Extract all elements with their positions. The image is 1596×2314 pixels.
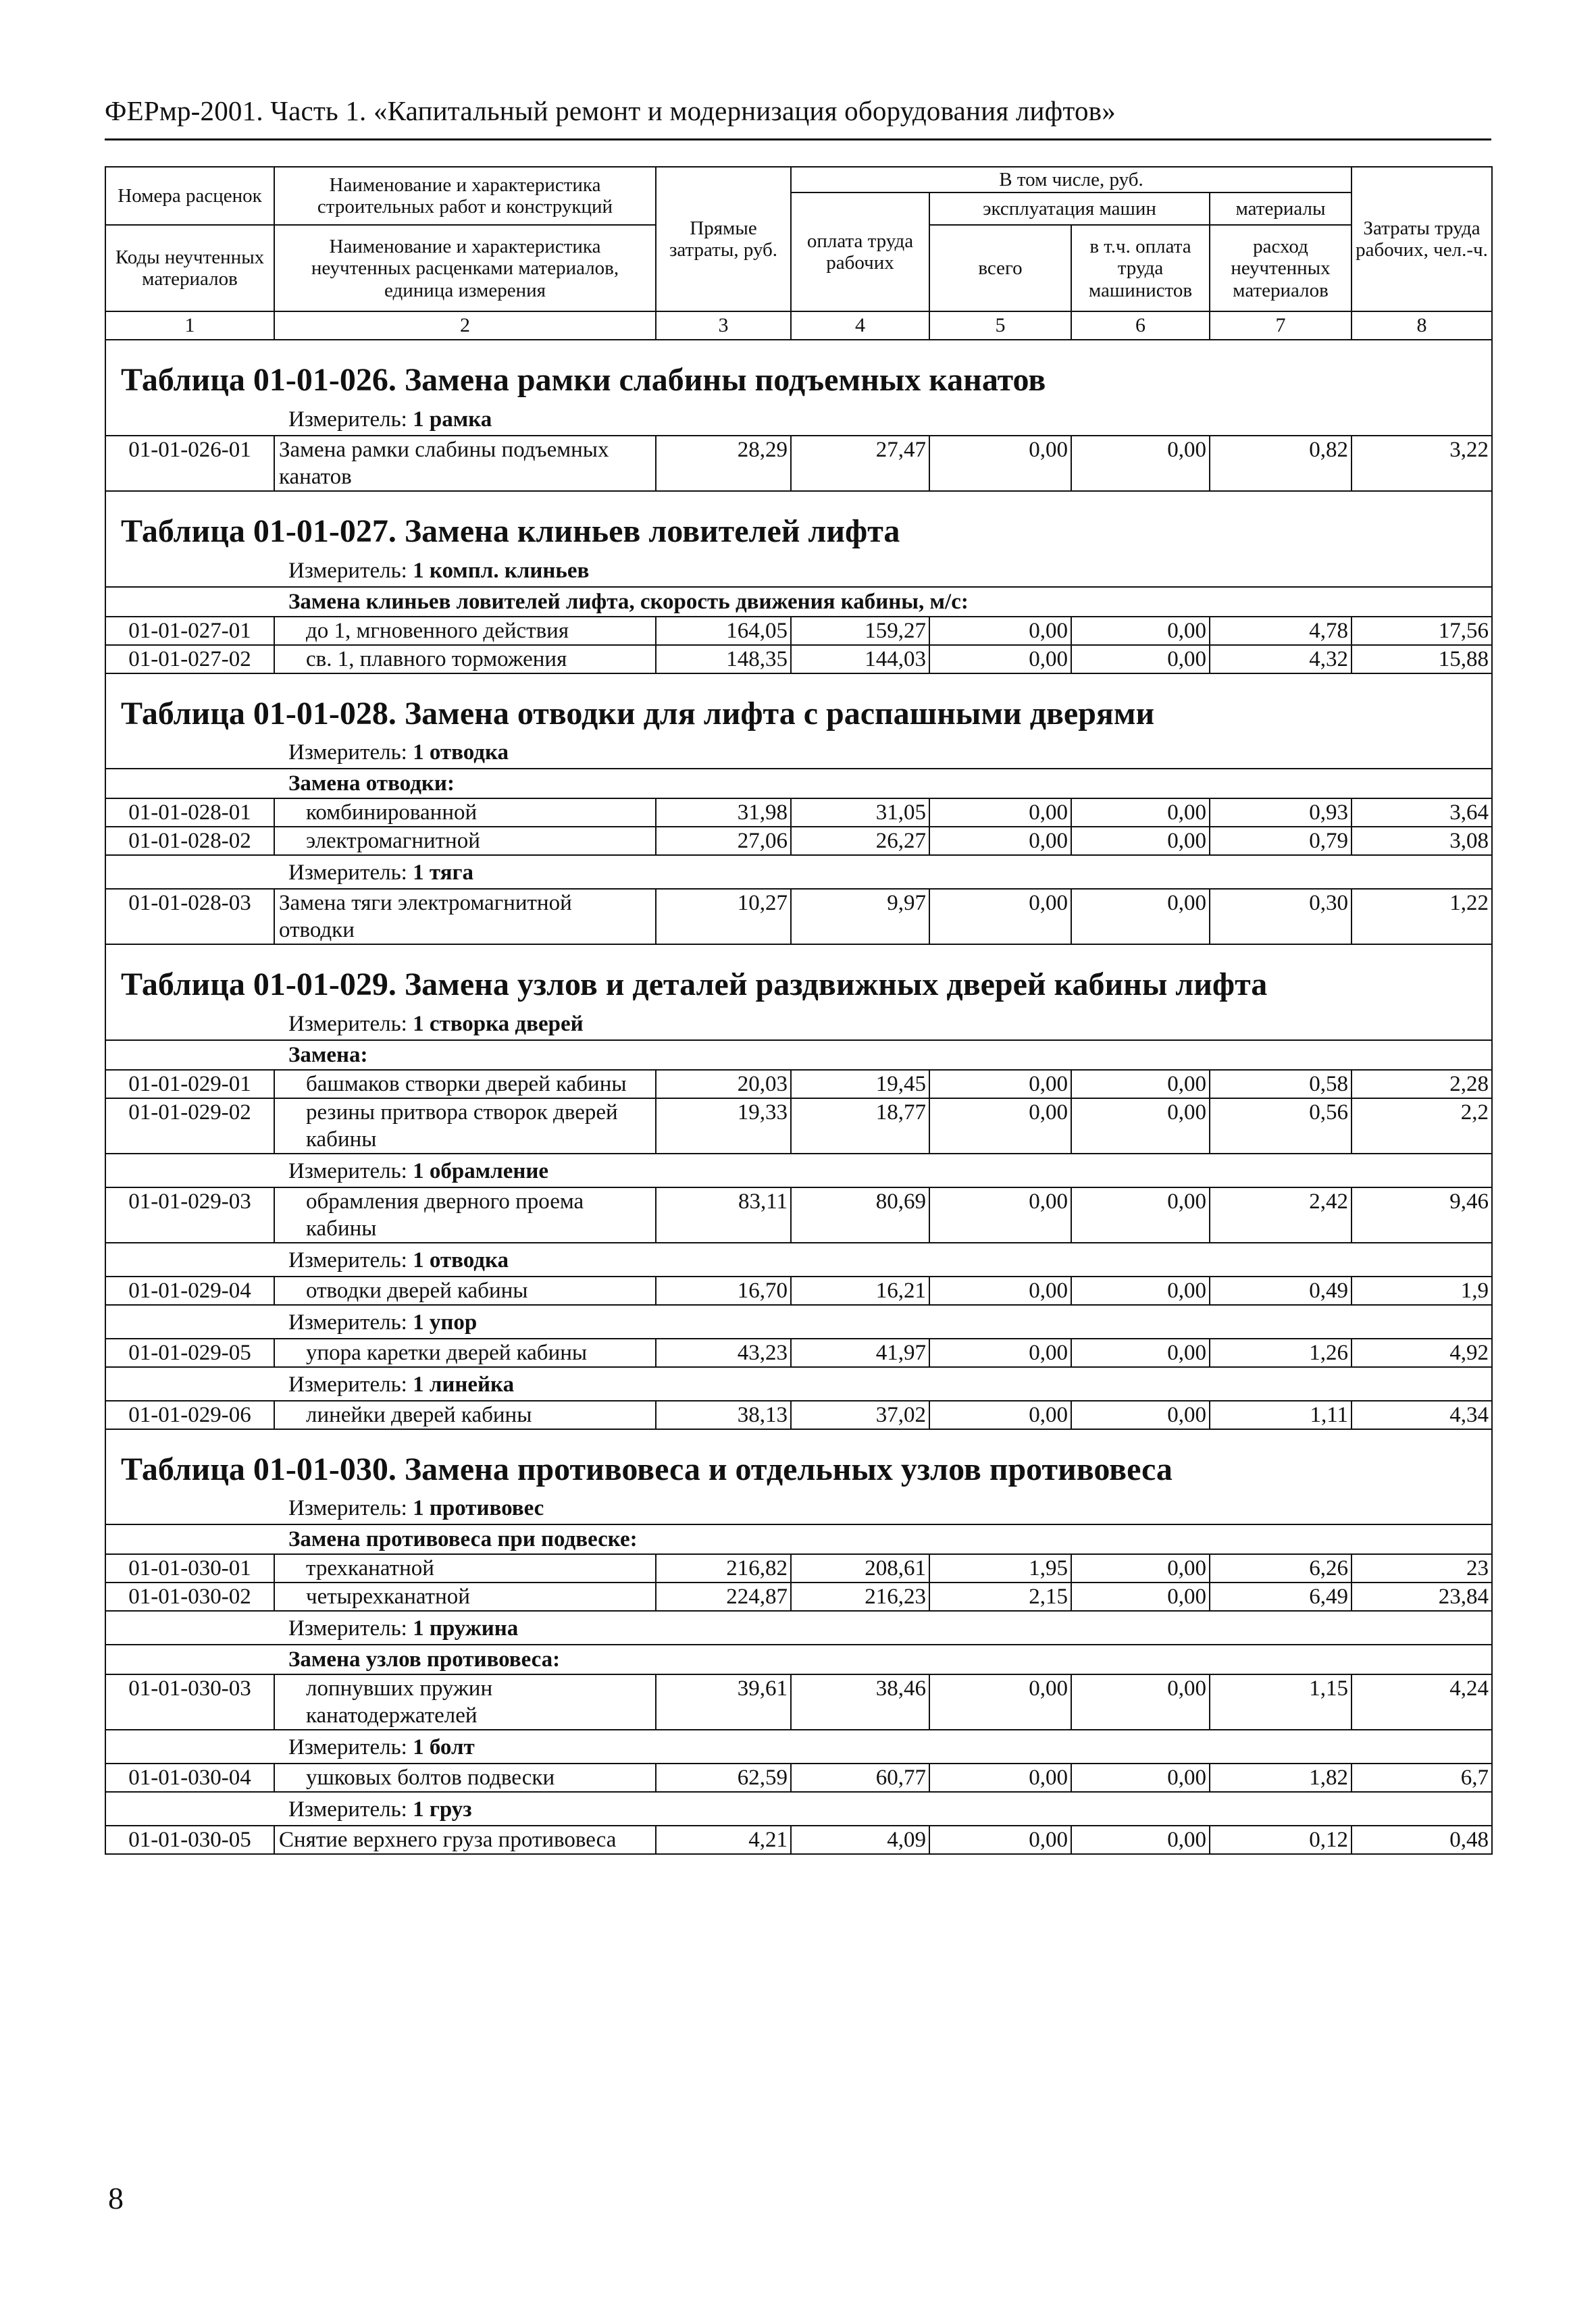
measure-value: 1 линейка [413,1372,515,1397]
page-header: ФЕРмр-2001. Часть 1. «Капитальный ремонт и модернизация оборудования лифтов» [105,95,1116,126]
rate-name: трехканатной [274,1554,656,1583]
material-consumption-value: 0,49 [1210,1277,1352,1305]
rate-name: резины притвора створок дверей кабины [274,1098,656,1154]
measure-label: Измеритель: [288,740,407,765]
col-number: 2 [274,311,656,340]
col-number: 7 [1210,311,1352,340]
labor-hours-value: 2,28 [1352,1070,1492,1098]
labor-hours-value: 23 [1352,1554,1492,1583]
rate-name: до 1, мгновенного действия [274,617,656,645]
measure [105,1367,1492,1401]
rate-code: 01-01-030-04 [105,1764,274,1792]
table-row [105,798,1492,827]
direct-costs-value: 62,59 [656,1764,791,1792]
measure-row [105,1154,1492,1187]
worker-pay-value: 31,05 [791,798,929,827]
measure-label: Измеритель: [288,1158,407,1183]
machines-total-value: 0,00 [929,798,1071,827]
measure-value: 1 болт [413,1735,475,1760]
labor-hours-value: 1,22 [1352,889,1492,944]
worker-pay-value: 37,02 [791,1401,929,1429]
material-consumption-value: 1,26 [1210,1339,1352,1367]
rate-code: 01-01-026-01 [105,436,274,491]
machines-total-value: 0,00 [929,827,1071,855]
labor-hours-value: 1,9 [1352,1277,1492,1305]
machinist-pay-value: 0,00 [1071,889,1210,944]
measure-label: Измеритель: [288,1248,407,1272]
rate-code: 01-01-029-06 [105,1401,274,1429]
measure-value: 1 упор [413,1310,478,1335]
section-row [105,1040,1492,1070]
col-number: 3 [656,311,791,340]
rate-code: 01-01-029-01 [105,1070,274,1098]
table-row [105,1187,1492,1243]
table-title-row [105,946,1492,1007]
rate-code: 01-01-029-04 [105,1277,274,1305]
machinist-pay-value: 0,00 [1071,1674,1210,1730]
machines-total-value: 0,00 [929,1277,1071,1305]
worker-pay-value: 27,47 [791,436,929,491]
measure-row [105,1611,1492,1645]
table-row [105,617,1492,645]
col-number: 1 [105,311,274,340]
labor-hours-value: 17,56 [1352,617,1492,645]
table-row [105,1583,1492,1611]
measure [105,403,1492,436]
rate-name: обрамления дверного проема кабины [274,1187,656,1243]
rate-name: башмаков створки дверей кабины [274,1070,656,1098]
table-row [105,1401,1492,1429]
measure-row [105,1243,1492,1277]
measure-label: Измеритель: [288,860,407,885]
measure-label: Измеритель: [288,1735,407,1760]
machinist-pay-value: 0,00 [1071,798,1210,827]
measure-value: 1 компл. клиньев [413,558,590,583]
measure [105,1154,1492,1187]
table-title: Таблица 01-01-028. Замена отводки для лифта с распашными дверями [105,675,1492,736]
machines-total-value: 0,00 [929,1098,1071,1154]
labor-hours-value: 3,08 [1352,827,1492,855]
rate-name: Снятие верхнего груза противовеса [274,1826,656,1854]
table-title-row [105,1431,1492,1492]
measure-row [105,1305,1492,1339]
material-consumption-value: 6,26 [1210,1554,1352,1583]
machinist-pay-value: 0,00 [1071,1070,1210,1098]
table-row [105,827,1492,855]
direct-costs-value: 10,27 [656,889,791,944]
rate-name: лопнувших пружин канатодержателей [274,1674,656,1730]
table-row [105,1674,1492,1730]
measure-row [105,554,1492,587]
section-row [105,1645,1492,1674]
direct-costs-value: 27,06 [656,827,791,855]
rate-name: Замена тяги электромагнитной отводки [274,889,656,944]
measure-row [105,403,1492,436]
machines-total-value: 0,00 [929,436,1071,491]
labor-hours-value: 4,92 [1352,1339,1492,1367]
direct-costs-value: 43,23 [656,1339,791,1367]
machines-total-value: 0,00 [929,645,1071,673]
direct-costs-value: 4,21 [656,1826,791,1854]
measure-value: 1 тяга [413,860,473,885]
measure [105,855,1492,889]
worker-pay-value: 18,77 [791,1098,929,1154]
machines-total-value: 0,00 [929,1826,1071,1854]
material-consumption-value: 0,82 [1210,436,1352,491]
material-consumption-value: 0,58 [1210,1070,1352,1098]
material-consumption-value: 0,12 [1210,1826,1352,1854]
labor-hours-value: 9,46 [1352,1187,1492,1243]
section-heading: Замена отводки: [105,769,1492,798]
col-number: 4 [791,311,929,340]
measure-row [105,736,1492,769]
measure-value: 1 отводка [413,740,509,765]
rate-code: 01-01-030-05 [105,1826,274,1854]
rate-code: 01-01-028-03 [105,889,274,944]
machines-total-value: 0,00 [929,1070,1071,1098]
table-row [105,1070,1492,1098]
material-consumption-value: 1,15 [1210,1674,1352,1730]
machinist-pay-value: 0,00 [1071,1187,1210,1243]
rate-code: 01-01-029-02 [105,1098,274,1154]
rate-code: 01-01-027-01 [105,617,274,645]
direct-costs-value: 31,98 [656,798,791,827]
col-header-machines: эксплуатация машин [929,192,1210,225]
rate-name: Замена рамки слабины подъемных канатов [274,436,656,491]
measure-label: Измеритель: [288,407,407,432]
measure-row [105,1730,1492,1764]
table-title: Таблица 01-01-026. Замена рамки слабины подъемных канатов [105,342,1492,403]
measure [105,1792,1492,1826]
direct-costs-value: 164,05 [656,617,791,645]
material-consumption-value: 0,30 [1210,889,1352,944]
labor-hours-value: 4,34 [1352,1401,1492,1429]
col-header-work-name: Наименование и характеристика строительных работ и конструкций [274,167,656,225]
measure-value: 1 рамка [413,407,492,432]
material-consumption-value: 6,49 [1210,1583,1352,1611]
machines-total-value: 1,95 [929,1554,1071,1583]
section-row [105,769,1492,798]
table-row [105,645,1492,673]
measure-row [105,855,1492,889]
direct-costs-value: 39,61 [656,1674,791,1730]
measure-label: Измеритель: [288,558,407,583]
worker-pay-value: 41,97 [791,1339,929,1367]
worker-pay-value: 16,21 [791,1277,929,1305]
worker-pay-value: 38,46 [791,1674,929,1730]
machinist-pay-value: 0,00 [1071,1554,1210,1583]
direct-costs-value: 19,33 [656,1098,791,1154]
machines-total-value: 0,00 [929,889,1071,944]
table-title-row [105,342,1492,403]
col-header-machinist-pay: в т.ч. оплата труда машинистов [1071,225,1210,311]
rate-name: линейки дверей кабины [274,1401,656,1429]
col-header-material-consumption: расход неучтенных материалов [1210,225,1352,311]
section-heading: Замена клиньев ловителей лифта, скорость движения кабины, м/с: [105,587,1492,617]
material-consumption-value: 0,56 [1210,1098,1352,1154]
worker-pay-value: 4,09 [791,1826,929,1854]
section-heading: Замена узлов противовеса: [105,1645,1492,1674]
direct-costs-value: 16,70 [656,1277,791,1305]
worker-pay-value: 9,97 [791,889,929,944]
direct-costs-value: 224,87 [656,1583,791,1611]
machinist-pay-value: 0,00 [1071,1339,1210,1367]
measure-label: Измеритель: [288,1372,407,1397]
col-number: 6 [1071,311,1210,340]
measure-row [105,1007,1492,1040]
rate-code: 01-01-030-01 [105,1554,274,1583]
col-header-material-codes: Коды неучтенных материалов [105,225,274,311]
measure [105,1611,1492,1645]
table-row [105,1764,1492,1792]
page-number: 8 [108,2181,124,2215]
worker-pay-value: 216,23 [791,1583,929,1611]
table-title: Таблица 01-01-027. Замена клиньев ловителей лифта [105,493,1492,554]
table-title: Таблица 01-01-030. Замена противовеса и отдельных узлов противовеса [105,1431,1492,1492]
worker-pay-value: 208,61 [791,1554,929,1583]
col-number: 5 [929,311,1071,340]
measure-value: 1 отводка [413,1248,509,1272]
section-row [105,1524,1492,1554]
table-row [105,1098,1492,1154]
section-heading: Замена противовеса при подвеске: [105,1524,1492,1554]
machinist-pay-value: 0,00 [1071,1826,1210,1854]
material-consumption-value: 0,79 [1210,827,1352,855]
rate-name: электромагнитной [274,827,656,855]
worker-pay-value: 60,77 [791,1764,929,1792]
labor-hours-value: 0,48 [1352,1826,1492,1854]
machinist-pay-value: 0,00 [1071,1764,1210,1792]
col-header-including: В том числе, руб. [791,167,1352,192]
labor-hours-value: 3,64 [1352,798,1492,827]
measure-value: 1 противовес [413,1496,544,1521]
machinist-pay-value: 0,00 [1071,1401,1210,1429]
measure-row [105,1491,1492,1524]
rates-table [105,166,1493,1855]
col-header-direct-costs: Прямые затраты, руб. [656,167,791,311]
material-consumption-value: 4,78 [1210,617,1352,645]
section-row [105,587,1492,617]
measure [105,1243,1492,1277]
table-title-row [105,675,1492,736]
col-number: 8 [1352,311,1492,340]
measure-label: Измеритель: [288,1616,407,1641]
measure-value: 1 створка дверей [413,1011,584,1036]
labor-hours-value: 3,22 [1352,436,1492,491]
material-consumption-value: 1,82 [1210,1764,1352,1792]
col-header-worker-pay: оплата труда рабочих [791,192,929,311]
rate-name: св. 1, плавного торможения [274,645,656,673]
table-row [105,889,1492,944]
rate-code: 01-01-029-03 [105,1187,274,1243]
rate-code: 01-01-028-02 [105,827,274,855]
material-consumption-value: 2,42 [1210,1187,1352,1243]
machinist-pay-value: 0,00 [1071,617,1210,645]
table-row [105,1554,1492,1583]
header-rule [105,138,1491,140]
table-title: Таблица 01-01-029. Замена узлов и деталей раздвижных дверей кабины лифта [105,946,1492,1007]
direct-costs-value: 216,82 [656,1554,791,1583]
col-header-material-name: Наименование и характеристика неучтенных расценками материалов, единица измерения [274,225,656,311]
worker-pay-value: 26,27 [791,827,929,855]
rate-code: 01-01-030-02 [105,1583,274,1611]
labor-hours-value: 4,24 [1352,1674,1492,1730]
rate-name: ушковых болтов подвески [274,1764,656,1792]
worker-pay-value: 19,45 [791,1070,929,1098]
col-header-labor-hours: Затраты труда рабочих, чел.-ч. [1352,167,1492,311]
section-heading: Замена: [105,1040,1492,1070]
measure-label: Измеритель: [288,1496,407,1521]
measure-label: Измеритель: [288,1797,407,1822]
machines-total-value: 0,00 [929,1674,1071,1730]
rate-code: 01-01-030-03 [105,1674,274,1730]
rate-name: четырехканатной [274,1583,656,1611]
measure [105,1491,1492,1524]
machines-total-value: 0,00 [929,1187,1071,1243]
direct-costs-value: 20,03 [656,1070,791,1098]
table-title-row [105,493,1492,554]
machines-total-value: 2,15 [929,1583,1071,1611]
rate-name: упора каретки дверей кабины [274,1339,656,1367]
measure-label: Измеритель: [288,1310,407,1335]
direct-costs-value: 28,29 [656,436,791,491]
machinist-pay-value: 0,00 [1071,827,1210,855]
table-row [105,1277,1492,1305]
worker-pay-value: 159,27 [791,617,929,645]
direct-costs-value: 148,35 [656,645,791,673]
measure-label: Измеритель: [288,1011,407,1036]
direct-costs-value: 38,13 [656,1401,791,1429]
table-row [105,436,1492,491]
labor-hours-value: 15,88 [1352,645,1492,673]
measure [105,1730,1492,1764]
machinist-pay-value: 0,00 [1071,1583,1210,1611]
machinist-pay-value: 0,00 [1071,1277,1210,1305]
rate-code: 01-01-027-02 [105,645,274,673]
measure-row [105,1367,1492,1401]
labor-hours-value: 2,2 [1352,1098,1492,1154]
material-consumption-value: 4,32 [1210,645,1352,673]
material-consumption-value: 1,11 [1210,1401,1352,1429]
col-header-rate-numbers: Номера расценок [105,167,274,225]
measure-value: 1 пружина [413,1616,519,1641]
material-consumption-value: 0,93 [1210,798,1352,827]
machinist-pay-value: 0,00 [1071,1098,1210,1154]
measure [105,736,1492,769]
rate-code: 01-01-029-05 [105,1339,274,1367]
rate-name: комбинированной [274,798,656,827]
worker-pay-value: 80,69 [791,1187,929,1243]
measure-value: 1 груз [413,1797,472,1822]
table-row [105,1339,1492,1367]
rate-code: 01-01-028-01 [105,798,274,827]
machines-total-value: 0,00 [929,617,1071,645]
machinist-pay-value: 0,00 [1071,645,1210,673]
worker-pay-value: 144,03 [791,645,929,673]
machines-total-value: 0,00 [929,1764,1071,1792]
machines-total-value: 0,00 [929,1339,1071,1367]
measure [105,1007,1492,1040]
machinist-pay-value: 0,00 [1071,436,1210,491]
col-header-machines-total: всего [929,225,1071,311]
col-header-materials: материалы [1210,192,1352,225]
direct-costs-value: 83,11 [656,1187,791,1243]
rate-name: отводки дверей кабины [274,1277,656,1305]
labor-hours-value: 6,7 [1352,1764,1492,1792]
measure [105,554,1492,587]
measure-row [105,1792,1492,1826]
table-row [105,1826,1492,1854]
measure-value: 1 обрамление [413,1158,549,1183]
machines-total-value: 0,00 [929,1401,1071,1429]
measure [105,1305,1492,1339]
labor-hours-value: 23,84 [1352,1583,1492,1611]
